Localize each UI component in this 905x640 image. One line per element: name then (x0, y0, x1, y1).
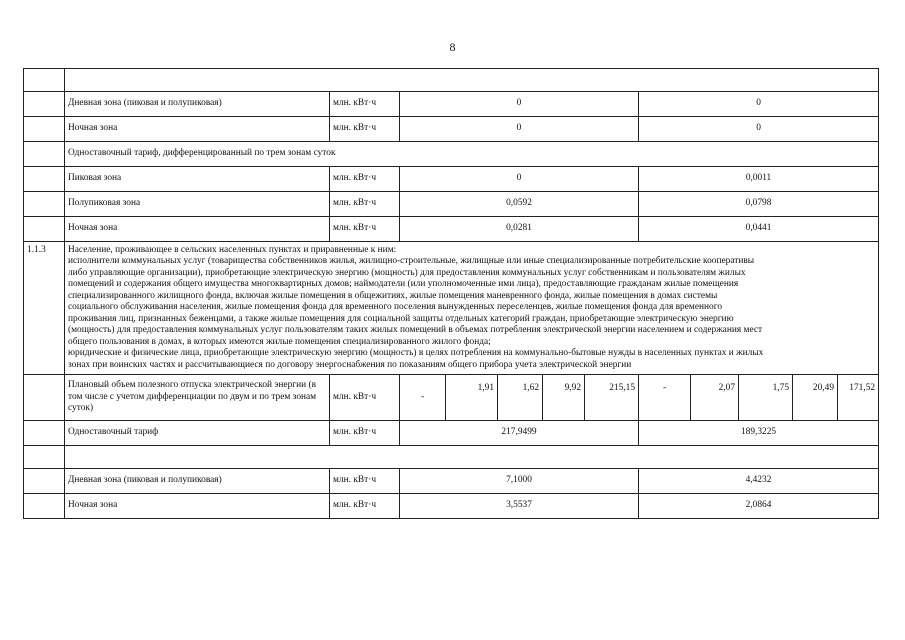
table-row (24, 217, 879, 242)
row-unit: млн. кВт·ч (330, 92, 400, 117)
table-row (24, 167, 879, 192)
value-cell: 0,0798 (639, 192, 879, 217)
row-label: Ночная зона (65, 217, 330, 242)
value-cell: 0,0281 (400, 217, 639, 242)
cell-blank (65, 69, 879, 92)
value-cell: 189,3225 (639, 421, 879, 446)
value-cell: 7,1000 (400, 469, 639, 494)
plan-value: 2,07 (691, 375, 739, 421)
table-row (24, 192, 879, 217)
page-number: 8 (449, 40, 456, 54)
table-row (24, 92, 879, 117)
three-zone-title: Одноставочный тариф, дифференцированный по трем зонам суток (65, 142, 879, 167)
plan-value: 171,52 (838, 375, 879, 421)
plan-row (24, 375, 879, 421)
value-cell: 2,0864 (639, 494, 879, 519)
value-cell: 0,0011 (639, 167, 879, 192)
row-label: Пиковая зона (65, 167, 330, 192)
tariff-table (23, 68, 879, 519)
row-unit: млн. кВт·ч (330, 421, 400, 446)
table-row (24, 494, 879, 519)
row-label: Одноставочный тариф (65, 421, 330, 446)
row-label: Дневная зона (пиковая и полупиковая) (65, 469, 330, 494)
plan-value: 1,91 (446, 375, 498, 421)
section-number: 1.1.3 (24, 242, 65, 375)
value-cell: 0,0441 (639, 217, 879, 242)
section-row (24, 242, 879, 375)
row-unit: млн. кВт·ч (330, 494, 400, 519)
row-unit: млн. кВт·ч (330, 469, 400, 494)
value-cell: 217,9499 (400, 421, 639, 446)
value-cell: 0 (400, 92, 639, 117)
row-unit: млн. кВт·ч (330, 375, 400, 421)
plan-value: 9,92 (543, 375, 585, 421)
row-unit: млн. кВт·ч (330, 117, 400, 142)
row-label: Ночная зона (65, 494, 330, 519)
plan-value: 1,75 (739, 375, 793, 421)
row-unit: млн. кВт·ч (330, 192, 400, 217)
row-unit: млн. кВт·ч (330, 167, 400, 192)
blank-row (24, 446, 879, 469)
row-label: Полупиковая зона (65, 192, 330, 217)
table-row (24, 421, 879, 446)
subheader-row (24, 142, 879, 167)
plan-value: - (639, 375, 691, 421)
table-row (24, 469, 879, 494)
value-cell: 0 (639, 117, 879, 142)
plan-label: Плановый объем полезного отпуска электрической энергии (в том числе с учетом дифференциации по двум и по трем зонам суток) (65, 375, 330, 421)
value-cell: 0 (400, 167, 639, 192)
row-unit: млн. кВт·ч (330, 217, 400, 242)
section-description: Население, проживающее в сельских населенных пунктах и приравненные к ним: исполнители коммунальных услуг (товарищества собственников жилья, жилищно-строительные, жилищные или иные специализированные потребительские кооперативы либо управляющие организации), приобретающие электрическую энергию (мощность) для предоставления коммунальных услуг собственникам и пользователям жилых помещений и содержания общего имущества многоквартирных домов; наймодатели (или уполномоченные ими лица), предоставляющие гражданам жилые помещения специализированного жилищного фонда, включая жилые помещения в общежитиях, жилые помещения маневренного фонда, жилые помещения в домах системы социального обслуживания населения, жилые помещения фонда для временного поселения вынужденных переселенцев, жилые помещения фонда для временного проживания лиц, признанных беженцами, а также жилые помещения для социальной защиты отдельных категорий граждан, приобретающие электрическую энергию (мощность) для предоставления коммунальных услуг пользователям таких жилых помещений в объемах потребления электрической энергии населением и содержания мест общего пользования в домах, в которых имеются жилые помещения специализированного жилого фонда; юридические и физические лица, приобретающие электрическую энергию (мощность) в целях потребления на коммунально-бытовые нужды в населенных пунктах и жилых зонах при воинских частях и рассчитывающиеся по договору энергоснабжения по показаниям общего прибора учета электрической энергии (65, 242, 879, 375)
blank-row (24, 69, 879, 92)
cell-num (24, 69, 65, 92)
row-label: Ночная зона (65, 117, 330, 142)
value-cell: 0 (639, 92, 879, 117)
plan-value: 20,49 (793, 375, 838, 421)
plan-value: 1,62 (498, 375, 543, 421)
plan-value: - (400, 375, 446, 421)
table-row (24, 117, 879, 142)
value-cell: 0,0592 (400, 192, 639, 217)
value-cell: 3,5537 (400, 494, 639, 519)
value-cell: 4,4232 (639, 469, 879, 494)
value-cell: 0 (400, 117, 639, 142)
row-label: Дневная зона (пиковая и полупиковая) (65, 92, 330, 117)
plan-value: 215,15 (585, 375, 639, 421)
